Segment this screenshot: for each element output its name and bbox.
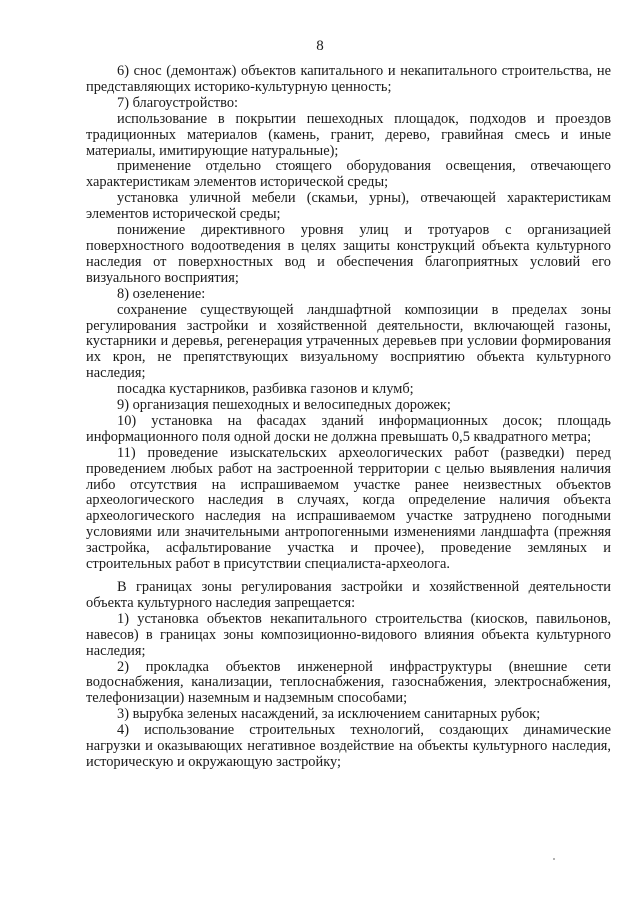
paragraph-item-10-info-boards: 10) установка на фасадах зданий информационных досок; площадь информационного поля одной доски не должна превышать 0,5 квадратного метра; — [86, 412, 611, 445]
paragraph-street-level-lowering: понижение директивного уровня улиц и тротуаров с организацией поверхностного водоотведения в целях защиты конструкций объекта культурного наследия от поверхностных вод и обеспечения благоприятных условий его визуального восприятия; — [86, 222, 611, 286]
paragraph-lighting-equipment: применение отдельно стоящего оборудования освещения, отвечающего характеристикам элементов исторической среды; — [86, 158, 611, 191]
paragraph-item-6-demolition: 6) снос (демонтаж) объектов капитального и некапитального строительства, не представляющих историко-культурную ценность; — [86, 63, 611, 95]
paragraph-item-8-heading: 8) озеленение: — [117, 285, 206, 302]
scan-speck — [553, 858, 555, 860]
document-body — [86, 64, 611, 771]
paragraph-item-11-archaeology: 11) проведение изыскательских археологических работ (разведки) перед проведением любых работ на застроенной территории с целью выявления наличия либо отсутствия на испрашиваемом участке ранее неизвестных объектов археологического наследия в случаях, когда определение наличия объекта археологического наследия на испрашиваемом участке затруднено погодными условиями или значительными антропогенными изменениями ландшафта (прежняя застройка, асфальтирование участка и прочее), проведение земляных и строительных работ в присутствии специалиста-археолога. — [86, 444, 611, 573]
paragraph-paving-materials: использование в покрытии пешеходных площадок, подходов и проездов традиционных материалов (камень, гранит, дерево, гравийная смесь и иные материалы, имитирующие натуральные); — [86, 110, 611, 159]
paragraph-prohibition-1-kiosks: 1) установка объектов некапитального строительства (киосков, павильонов, навесов) в границах зоны композиционно-видового влияния объекта культурного наследия; — [86, 610, 611, 659]
paragraph-item-7-heading: 7) благоустройство: — [117, 94, 239, 111]
paragraph-prohibition-3-tree-felling: 3) вырубка зеленых насаждений, за исключением санитарных рубок; — [117, 706, 541, 723]
paragraph-street-furniture: установка уличной мебели (скамьи, урны), отвечающей характеристикам элементов исторической среды; — [86, 190, 611, 223]
paragraph-prohibitions-heading: В границах зоны регулирования застройки и хозяйственной деятельности объекта культурного наследия запрещается: — [86, 579, 611, 611]
page-number: 8 — [316, 38, 324, 54]
paragraph-item-9-paths: 9) организация пешеходных и велосипедных дорожек; — [117, 397, 451, 414]
paragraph-prohibition-2-utilities: 2) прокладка объектов инженерной инфраструктуры (внешние сети водоснабжения, канализации, теплоснабжения, газоснабжения, электроснабжения, телефонизации) наземным и надземным способами; — [86, 658, 611, 707]
paragraph-shrub-planting: посадка кустарников, разбивка газонов и клумб; — [117, 381, 414, 398]
paragraph-landscape-preservation: сохранение существующей ландшафтной композиции в пределах зоны регулирования застройки и хозяйственной деятельности, включающей газоны, кустарники и деревья, регенерация утраченных деревьев при условии формирования их крон, не препятствующих визуальному восприятию объекта культурного наследия; — [86, 301, 611, 382]
paragraph-prohibition-4-construction-tech: 4) использование строительных технологий, создающих динамические нагрузки и оказывающих негативное воздействие на объекты культурного наследия, историческую и окружающую застройку; — [86, 722, 611, 770]
